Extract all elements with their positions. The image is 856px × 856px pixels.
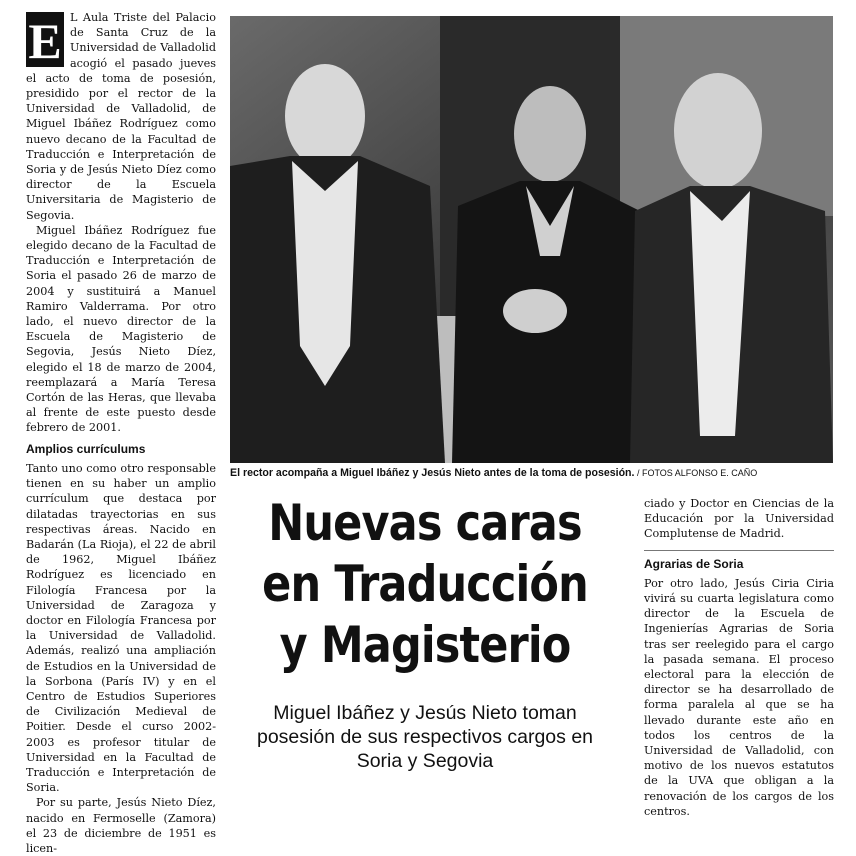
headline: Nuevas caras en Traducción y Magisterio [262,494,588,674]
caption-text: El rector acompaña a Miguel Ibáñez y Jesús Nieto antes de la toma de posesión. [230,467,635,479]
divider [644,550,834,551]
body-paragraph: L Aula Triste del Palacio de Santa Cruz de la Universidad de Valladolid acogió el pasado jueves el acto de toma de posesión, presidido por el rector de la Universidad de Valladolid, de Miguel Ibáñez Rodríguez como nuevo decano de la Facultad de Traducción e Interpretación de Soria y de Jesús Nieto Díez como director de la Escuela Universitaria de Magisterio de Segovia. [26,11,216,222]
photo-caption [230,467,836,479]
article-column-right [644,496,834,819]
body-paragraph: Tanto uno como otro responsable tienen en su haber un amplio currículum que destaca por dilatadas trayectorias en sus respectivas áreas. Nacido en Badarán (La Rioja), el 22 de abril de 1962, Miguel Ibáñez Rodríguez es licenciado en Filología Francesa por la Universidad de Zaragoza y doctor en Filología Francesa por la Universidad de Valladolid. Además, realizó una ampliación de Estudios en la Universidad de la Sorbona (París IV) y en el Centro de Estudios Superiores de Civilización Medieval de Poitier. Desde el curso 2002-2003 es profesor titular de Universidad en la Facultad de Traducción e Interpretación de Soria. [26,461,216,795]
body-paragraph: ciado y Doctor en Ciencias de la Educación por la Universidad Complutense de Madrid. [644,497,834,541]
article-column-left [26,10,216,856]
section-subhead: Agrarias de Soria [644,556,744,571]
body-paragraph: Por otro lado, Jesús Ciria Ciria vivirá su cuarta legislatura como director de la Escuela de Ingenierías Agrarias de Soria tras ser reelegido para el cargo la pasada semana. El proceso electoral para la elección de director se ha desarrollado de forma paralela al que se ha llevado durante este año en todos los centros de la Universidad de Valladolid, con motivo de los nuevos estatutos de la UVA que obligan a la renovación de los cargos de los centros. [644,576,834,818]
body-paragraph: Miguel Ibáñez Rodríguez fue elegido decano de la Facultad de Traducción e Interpretación de Soria el pasado 26 de marzo de 2004 y sustituirá a Manuel Ramiro Valderrama. Por otro lado, el nuevo director de la Escuela de Magisterio de Segovia, Jesús Nieto Díez, elegido el 18 de marzo de 2004, reemplazará a María Teresa Cortón de las Heras, que llevaba al frente de este puesto desde febrero de 2001. [26,223,216,435]
drop-cap: E [26,12,64,67]
news-photo [230,16,833,463]
photo-credit: / FOTOS ALFONSO E. CAÑO [634,468,758,478]
section-subhead: Amplios currículums [26,441,146,456]
subheadline: Miguel Ibáñez y Jesús Nieto toman posesión de sus respectivos cargos en Soria y Segovia [256,702,594,772]
body-paragraph: Por su parte, Jesús Nieto Díez, nacido en Fermoselle (Zamora) el 23 de diciembre de 1951 es licen- [26,796,216,855]
